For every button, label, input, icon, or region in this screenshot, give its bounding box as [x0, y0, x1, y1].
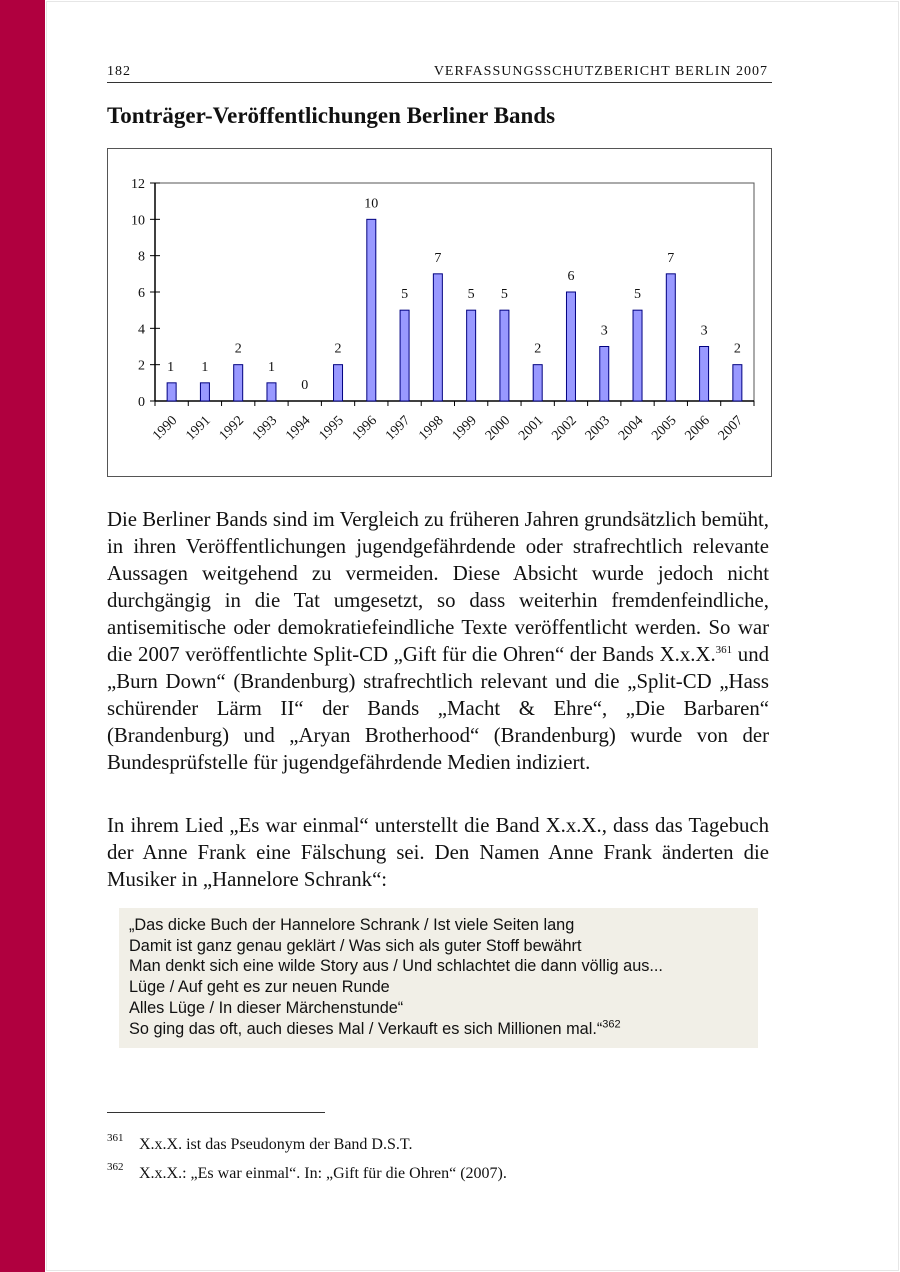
bar-value-label: 5 — [634, 287, 642, 303]
x-tick-label: 2006 — [682, 413, 713, 444]
x-tick-label: 1997 — [383, 413, 414, 444]
x-tick-labels — [150, 413, 746, 443]
bar — [733, 365, 742, 401]
footnote-number: 362 — [107, 1161, 124, 1173]
x-tick-label: 1990 — [150, 413, 181, 444]
x-tick-label: 1998 — [416, 413, 447, 444]
x-tick-label: 1993 — [249, 413, 281, 444]
bar-value-label: 3 — [700, 323, 708, 339]
quote-line: Alles Lüge / In dieser Märchenstunde“ — [129, 998, 404, 1017]
x-tick-label: 1999 — [449, 413, 480, 444]
page-header — [107, 62, 772, 83]
bar — [400, 310, 409, 401]
footnote-text: X.x.X.: „Es war einmal“. In: „Gift für die Ohren“ (2007). — [139, 1165, 507, 1182]
lyrics-quote-box — [119, 908, 758, 1048]
y-tick-label: 8 — [138, 249, 145, 265]
quote-line: Man denkt sich eine wilde Story aus / Und schlachtet die dann völlig aus... — [129, 957, 663, 976]
bar-value-label: 2 — [733, 341, 741, 357]
y-tick-label: 0 — [138, 395, 145, 410]
bar — [633, 310, 642, 401]
y-tick-label: 2 — [138, 358, 145, 374]
x-tick-label: 1992 — [216, 413, 248, 444]
x-tick-label: 1995 — [316, 413, 347, 444]
bar — [700, 347, 709, 402]
bar — [433, 274, 442, 401]
x-tick-label: 1994 — [283, 413, 314, 444]
bar-value-label: 2 — [234, 341, 242, 357]
bar-value-label: 1 — [201, 359, 209, 375]
bar-value-label: 0 — [301, 378, 309, 393]
y-tick-label: 6 — [138, 286, 145, 301]
bar-value-label: 2 — [534, 341, 542, 357]
paragraph-1-text-b: und „Burn Down“ (Brandenburg) strafrechtlich relevant und die „Split-CD „Hass schürender Lärm II“ der Bands „Macht & Ehre“, „Die Barbaren“ (Brandenburg) und „Aryan Brotherhood“ (Brandenburg) wurde von der Bundesprüfstelle für jugendgefährdende Medien indiziert. — [107, 643, 769, 774]
paragraph-2: In ihrem Lied „Es war einmal“ unterstellt die Band X.x.X., dass das Tagebuch der Anne Frank eine Fälschung sei. Den Namen Anne Frank änderten die Musiker in „Hannelore Schrank“: — [107, 814, 769, 891]
x-tick-label: 1991 — [183, 413, 214, 444]
bar — [167, 383, 176, 401]
y-tick-label: 4 — [138, 322, 145, 338]
bar — [600, 347, 609, 402]
bar-value-label: 6 — [567, 269, 575, 284]
bar-value-label: 5 — [500, 287, 508, 303]
bar — [267, 383, 276, 401]
quote-line: Damit ist ganz genau geklärt / Was sich als guter Stoff bewährt — [129, 936, 582, 955]
bar — [367, 219, 376, 401]
bar — [467, 310, 476, 401]
bar — [666, 274, 675, 401]
bar-value-labels — [167, 196, 741, 393]
x-tick-label: 1996 — [349, 413, 381, 444]
x-tick-label: 2001 — [516, 413, 547, 444]
footnote-separator — [107, 1112, 325, 1113]
x-tick-label: 2002 — [549, 413, 580, 444]
bar-value-label: 5 — [467, 287, 475, 303]
running-title: VERFASSUNGSSCHUTZBERICHT BERLIN 2007 — [433, 64, 768, 79]
x-tick-label: 2000 — [482, 413, 514, 444]
y-tick-label: 10 — [131, 213, 145, 229]
bar — [533, 365, 542, 401]
footnote-text: X.x.X. ist das Pseudonym der Band D.S.T. — [139, 1136, 413, 1153]
x-tick-label: 2005 — [649, 413, 680, 444]
quote-line: „Das dicke Buch der Hannelore Schrank / Ist viele Seiten lang — [129, 916, 575, 934]
side-color-bar — [0, 0, 45, 1272]
lyrics-quote — [129, 915, 663, 1039]
bar — [566, 292, 575, 401]
bars — [167, 219, 742, 401]
bar-value-label: 1 — [267, 359, 275, 375]
footnote-ref-361[interactable]: 361 — [715, 644, 733, 657]
paragraph-1 — [107, 506, 769, 776]
bar-value-label: 3 — [600, 323, 608, 339]
bar-chart — [107, 148, 772, 477]
quote-line: Lüge / Auf geht es zur neuen Runde — [129, 978, 390, 997]
bar — [500, 310, 509, 401]
x-tick-label: 2004 — [615, 413, 647, 444]
footnote-number: 361 — [107, 1132, 124, 1144]
bar-value-label: 7 — [434, 250, 442, 266]
section-title: Tonträger-Veröffentlichungen Berliner Bands — [107, 103, 556, 128]
bar-value-label: 7 — [667, 250, 675, 266]
paragraph-1-text-a: Die Berliner Bands sind im Vergleich zu früheren Jahren grundsätzlich bemüht, in ihren Veröffentlichungen jugendgefährdende oder strafrechtlich relevante Aussagen weitgehend zu vermeiden. Diese Absicht wurde jedoch nicht durchgängig in die Tat umgesetzt, so dass weiterhin fremdenfeindliche, antisemitische oder demokratiefeindliche Texte veröffentlicht werden. So war die 2007 veröffentlichte Split-CD „Gift für die Ohren“ der Bands X.x.X. — [107, 508, 769, 666]
bar-value-label: 5 — [401, 287, 409, 303]
quote-line — [129, 1019, 663, 1040]
footnote-ref-362[interactable]: 362 — [602, 1018, 621, 1031]
page-number: 182 — [107, 64, 131, 79]
bar — [334, 365, 343, 401]
bar-value-label: 10 — [364, 196, 379, 212]
bar-value-label: 1 — [167, 359, 175, 375]
x-tick-label: 2007 — [715, 413, 747, 444]
x-tick-label: 2003 — [582, 413, 614, 444]
bar — [234, 365, 243, 401]
quote-line-text: So ging das oft, auch dieses Mal / Verkauft es sich Millionen mal.“ — [129, 1019, 603, 1038]
bar — [200, 383, 209, 401]
bar-value-label: 2 — [334, 341, 342, 357]
plot-frame — [155, 183, 754, 401]
y-tick-label: 12 — [131, 177, 145, 192]
bar-chart-svg — [108, 149, 771, 476]
